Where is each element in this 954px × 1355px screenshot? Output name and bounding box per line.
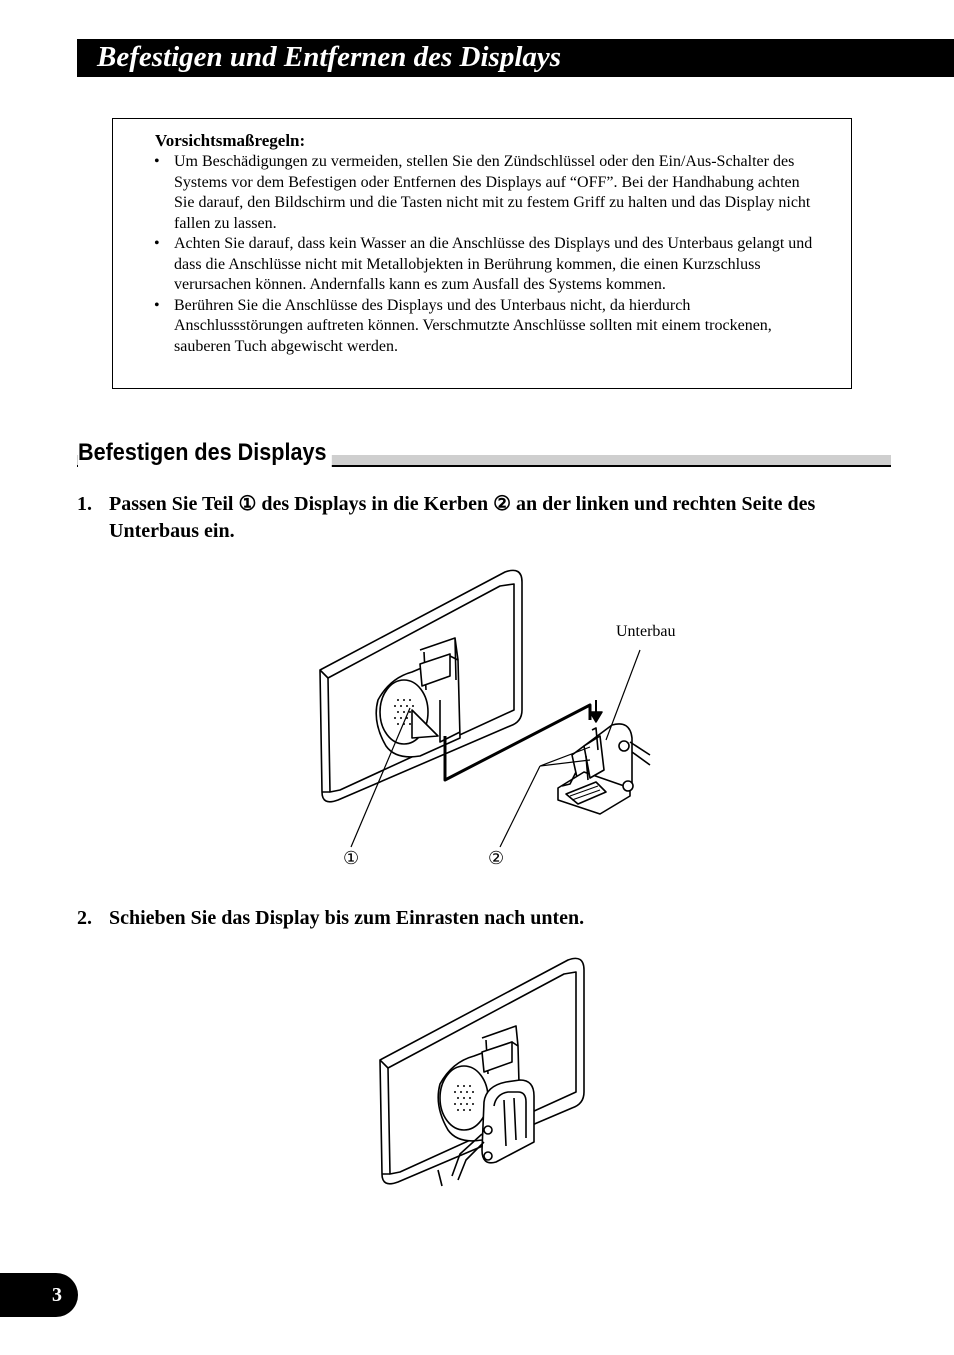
caution-item-text: Berühren Sie die Anschlüsse des Displays und des Unterbaus nicht, da hierdurch Anschlussstörungen auftreten können. Verschmutzte Anschlüsse sollten mit einem trockenen, sauberen Tuch abgewischt werden. <box>174 296 772 355</box>
caution-list <box>154 152 814 357</box>
caution-item-text: Um Beschädigungen zu vermeiden, stellen Sie den Zündschlüssel oder den Ein/Aus-Schalter des Systems vor dem Befestigen oder Entfernen des Displays auf “OFF”. Bei der Handhabung achten Sie darauf, den Bildschirm und die Tasten nicht mit zu festem Griff zu halten und das Display nicht fallen zu lassen. <box>174 153 811 232</box>
page-number: 3 <box>52 1284 62 1306</box>
step-number: 2. <box>77 907 92 929</box>
caution-item-text: Achten Sie darauf, dass kein Wasser an die Anschlüsse des Displays und des Unterbaus gelangt und dass die Anschlüsse nicht mit Metallobjekten in Berührung kommen, die einen Kurzschluss verursachen können. Andernfalls kann es zum Ausfall des Systems kommen. <box>174 235 813 293</box>
callout-2: ② <box>488 848 505 868</box>
page-title-bar <box>77 39 954 77</box>
step-text: Passen Sie Teil ① des Displays in die Kerben ② an der linken und rechten Seite des Unterbaus ein. <box>109 493 816 542</box>
label-unterbau: Unterbau <box>616 623 676 640</box>
section-heading-text: Befestigen des Displays <box>78 438 332 468</box>
section-heading <box>77 438 891 472</box>
caution-item <box>154 234 814 296</box>
figure-display-locked <box>370 950 600 1190</box>
bullet-icon: • <box>154 153 160 170</box>
bullet-icon: • <box>154 235 160 252</box>
caution-item <box>154 152 814 234</box>
step-text: Schieben Sie das Display bis zum Einrasten nach unten. <box>109 907 585 929</box>
callout-1: ① <box>343 848 360 868</box>
caution-item <box>154 296 814 358</box>
display-locked-illustration <box>370 950 600 1190</box>
caution-box <box>112 118 852 389</box>
step-number: 1. <box>77 493 92 515</box>
figure-attach-display <box>300 560 700 880</box>
caution-title: Vorsichtsmaßregeln: <box>155 131 306 150</box>
attach-display-illustration <box>300 560 700 880</box>
page-number-tab <box>0 1273 78 1317</box>
bullet-icon: • <box>154 296 160 314</box>
page-title: Befestigen und Entfernen des Displays <box>97 41 562 73</box>
